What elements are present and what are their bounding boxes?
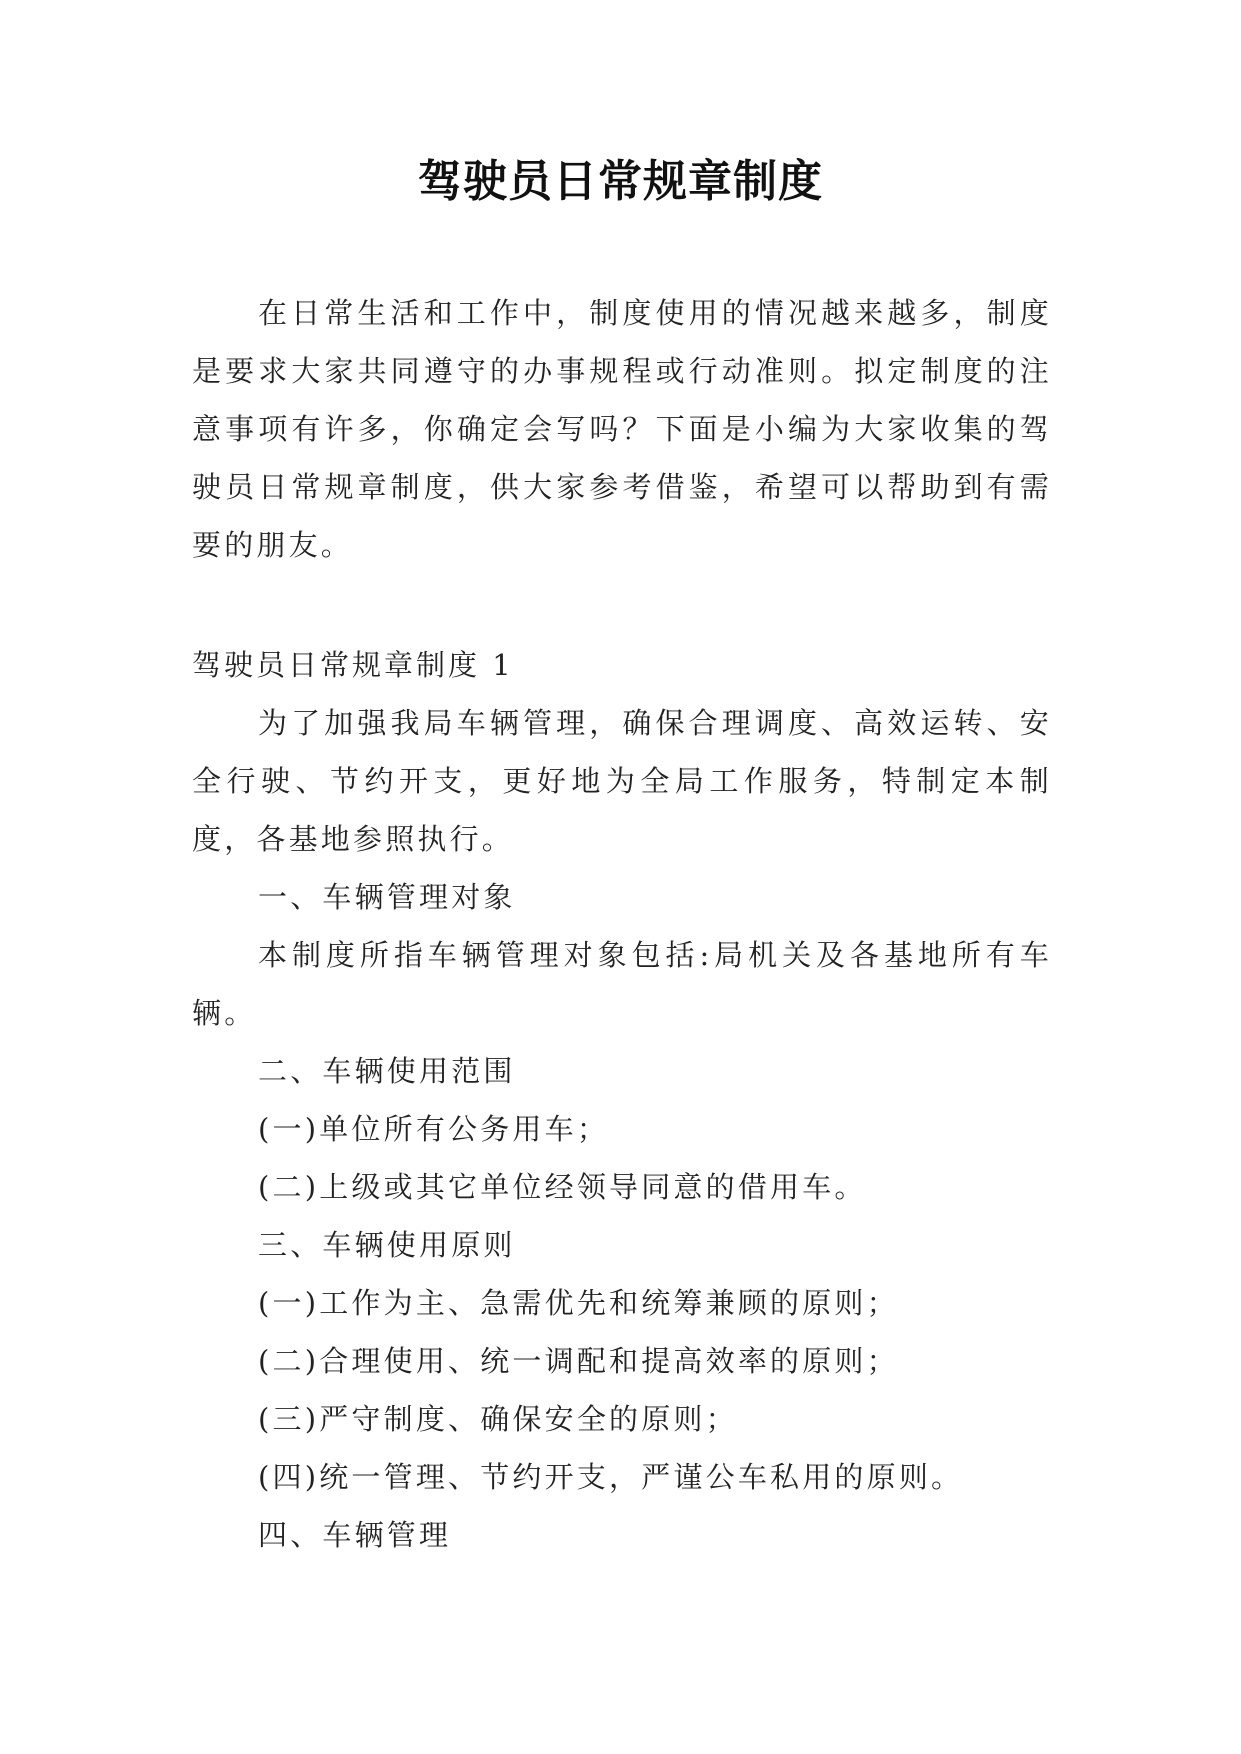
list-item-principle-4: (四)统一管理、节约开支，严谨公车私用的原则。 xyxy=(258,1460,964,1494)
document-title: 驾驶员日常规章制度 xyxy=(418,156,823,207)
list-item-usage-scope-2: (二)上级或其它单位经领导同意的借用车。 xyxy=(258,1170,867,1204)
paragraph-purpose: 为了加强我局车辆管理，确保合理调度、高效运转、安全行驶、节约开支，更好地为全局工作服务，特制定本制度，各基地参照执行。 xyxy=(192,706,1052,856)
list-item-principle-3: (三)严守制度、确保安全的原则； xyxy=(258,1402,738,1436)
list-item-principle-1: (一)工作为主、急需优先和统筹兼顾的原则； xyxy=(258,1286,899,1320)
paragraph-management-target: 本制度所指车辆管理对象包括:局机关及各基地所有车辆。 xyxy=(192,938,1052,1030)
list-item-usage-scope-1: (一)单位所有公务用车； xyxy=(258,1112,610,1146)
intro-paragraph: 在日常生活和工作中，制度使用的情况越来越多，制度是要求大家共同遵守的办事规程或行动准则。拟定制度的注意事项有许多，你确定会写吗？下面是小编为大家收集的驾驶员日常规章制度，供大家参考借鉴，希望可以帮助到有需要的朋友。 xyxy=(192,296,1052,562)
section-body xyxy=(192,694,1052,1564)
heading-usage-principles: 三、车辆使用原则 xyxy=(258,1228,516,1262)
section-heading: 驾驶员日常规章制度 1 xyxy=(192,648,514,682)
list-item-principle-2: (二)合理使用、统一调配和提高效率的原则； xyxy=(258,1344,899,1378)
heading-management-target: 一、车辆管理对象 xyxy=(258,880,516,914)
heading-vehicle-management: 四、车辆管理 xyxy=(258,1518,452,1552)
heading-usage-scope: 二、车辆使用范围 xyxy=(258,1054,516,1088)
